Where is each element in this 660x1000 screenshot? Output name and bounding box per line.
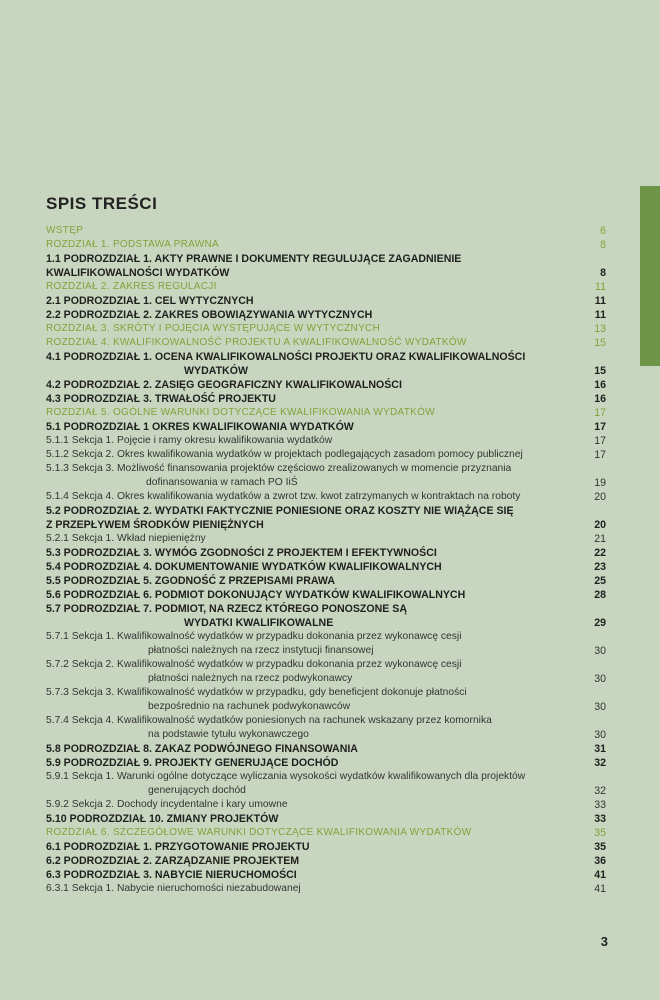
toc-entry-page: 11 (594, 309, 606, 321)
toc-entry-page: 30 (594, 729, 606, 741)
toc-entry-page: 11 (595, 281, 606, 293)
toc-entry-title: 5.5 PODROZDZIAŁ 5. ZGODNOŚĆ Z PRZEPISAMI PRAWA (46, 575, 335, 587)
toc-entry-title: KWALIFIKOWALNOŚCI WYDATKÓW (46, 267, 230, 279)
toc-entry[interactable] (46, 714, 606, 728)
toc-entry[interactable] (46, 672, 606, 686)
toc-entry-page: 22 (594, 547, 606, 559)
toc-entry-title: 5.7.3 Sekcja 3. Kwalifikowalność wydatków w przypadku, gdy beneficjent dokonuje płatności (46, 687, 467, 698)
toc-entry[interactable] (46, 854, 606, 868)
toc-entry-page: 32 (594, 785, 606, 797)
toc-entry-title: 5.1.3 Sekcja 3. Możliwość finansowania projektów częściowo zrealizowanych w momencie przyznania (46, 463, 512, 474)
toc-entry-title: 5.10 PODROZDZIAŁ 10. ZMIANY PROJEKTÓW (46, 813, 279, 825)
toc-entry[interactable] (46, 392, 606, 406)
toc-entry-title: 2.2 PODROZDZIAŁ 2. ZAKRES OBOWIĄZYWANIA WYTYCZNYCH (46, 309, 373, 321)
toc-entry[interactable] (46, 448, 606, 462)
toc-entry-page: 32 (594, 757, 606, 769)
toc-entry-page: 17 (594, 435, 606, 447)
toc-entry[interactable] (46, 252, 606, 266)
toc-entry-title: 5.6 PODROZDZIAŁ 6. PODMIOT DOKONUJĄCY WYDATKÓW KWALIFIKOWALNYCH (46, 589, 466, 601)
toc-entry[interactable] (46, 518, 606, 532)
toc-entry[interactable] (46, 546, 606, 560)
toc-entry-page: 30 (594, 673, 606, 685)
toc-entry-page: 17 (594, 449, 606, 461)
toc-entry-page: 13 (594, 323, 606, 335)
table-of-contents (46, 224, 606, 896)
toc-entry[interactable] (46, 504, 606, 518)
toc-entry-page: 41 (594, 869, 606, 881)
toc-entry[interactable] (46, 686, 606, 700)
toc-entry[interactable] (46, 294, 606, 308)
toc-entry-title: na podstawie tytułu wykonawczego (148, 729, 309, 740)
toc-entry-title: 6.1 PODROZDZIAŁ 1. PRZYGOTOWANIE PROJEKTU (46, 841, 310, 853)
toc-entry-title: 5.7.1 Sekcja 1. Kwalifikowalność wydatków w przypadku dokonania przez wykonawcę cesji (46, 631, 462, 642)
toc-entry-page: 20 (594, 491, 606, 503)
toc-entry-title: 4.3 PODROZDZIAŁ 3. TRWAŁOŚĆ PROJEKTU (46, 393, 276, 405)
toc-entry-page: 23 (594, 561, 606, 573)
toc-entry[interactable] (46, 742, 606, 756)
toc-entry[interactable] (46, 490, 606, 504)
toc-entry-page: 33 (594, 813, 606, 825)
toc-entry-page: 21 (594, 533, 606, 545)
toc-entry-page: 15 (594, 365, 606, 377)
toc-entry-page: 31 (594, 743, 606, 755)
toc-entry[interactable] (46, 364, 606, 378)
toc-entry-title: 5.2 PODROZDZIAŁ 2. WYDATKI FAKTYCZNIE PONIESIONE ORAZ KOSZTY NIE WIĄŻĄCE SIĘ (46, 505, 514, 517)
toc-entry-title: 5.9.1 Sekcja 1. Warunki ogólne dotyczące wyliczania wysokości wydatków kwalifikowanych dla projektów (46, 771, 526, 782)
toc-entry[interactable] (46, 798, 606, 812)
toc-entry-title: 5.4 PODROZDZIAŁ 4. DOKUMENTOWANIE WYDATKÓW KWALIFIKOWALNYCH (46, 561, 442, 573)
side-tab-marker (640, 186, 660, 366)
toc-entry-title: 5.2.1 Sekcja 1. Wkład niepieniężny (46, 533, 206, 544)
toc-entry[interactable] (46, 630, 606, 644)
toc-entry-title: 5.1 PODROZDZIAŁ 1 OKRES KWALIFIKOWANIA WYDATKÓW (46, 421, 354, 433)
toc-entry[interactable] (46, 868, 606, 882)
toc-entry-page: 11 (594, 295, 606, 307)
toc-entry[interactable] (46, 728, 606, 742)
toc-entry-title: ROZDZIAŁ 4. KWALIFIKOWALNOŚĆ PROJEKTU A KWALIFIKOWALNOŚĆ WYDATKÓW (46, 337, 467, 348)
toc-entry-title: ROZDZIAŁ 2. ZAKRES REGULACJI (46, 281, 217, 292)
toc-entry-title: 6.2 PODROZDZIAŁ 2. ZARZĄDZANIE PROJEKTEM (46, 855, 300, 867)
toc-entry[interactable] (46, 644, 606, 658)
toc-entry-page: 30 (594, 645, 606, 657)
toc-entry-title: 4.2 PODROZDZIAŁ 2. ZASIĘG GEOGRAFICZNY KWALIFIKOWALNOŚCI (46, 379, 402, 391)
toc-entry[interactable] (46, 770, 606, 784)
toc-entry-page: 16 (594, 393, 606, 405)
toc-entry[interactable] (46, 322, 606, 336)
toc-entry[interactable] (46, 616, 606, 630)
toc-entry-page: 28 (594, 589, 606, 601)
toc-entry[interactable] (46, 350, 606, 364)
toc-entry-page: 8 (600, 239, 606, 251)
toc-entry-page: 15 (594, 337, 606, 349)
toc-entry[interactable] (46, 406, 606, 420)
toc-entry-page: 41 (594, 883, 606, 895)
toc-entry[interactable] (46, 602, 606, 616)
toc-entry-title: generujących dochód (148, 785, 246, 796)
toc-entry[interactable] (46, 224, 606, 238)
toc-entry-page: 35 (594, 827, 606, 839)
toc-entry[interactable] (46, 840, 606, 854)
toc-entry[interactable] (46, 700, 606, 714)
toc-entry[interactable] (46, 308, 606, 322)
toc-entry-title: 5.1.1 Sekcja 1. Pojęcie i ramy okresu kwalifikowania wydatków (46, 435, 333, 446)
toc-entry[interactable] (46, 588, 606, 602)
toc-entry-page: 30 (594, 701, 606, 713)
toc-entry-title: Z PRZEPŁYWEM ŚRODKÓW PIENIĘŻNYCH (46, 519, 264, 531)
toc-entry-title: WYDATKÓW (184, 365, 248, 377)
toc-entry-page: 16 (594, 379, 606, 391)
toc-entry[interactable] (46, 756, 606, 770)
toc-entry-title: 4.1 PODROZDZIAŁ 1. OCENA KWALIFIKOWALNOŚCI PROJEKTU ORAZ KWALIFIKOWALNOŚCI (46, 351, 526, 363)
toc-entry[interactable] (46, 266, 606, 280)
toc-entry-title: 5.1.4 Sekcja 4. Okres kwalifikowania wydatków a zwrot tzw. kwot zatrzymanych w kontraktach na roboty (46, 491, 521, 502)
toc-entry-title: 5.1.2 Sekcja 2. Okres kwalifikowania wydatków w projektach podlegających zasadom pomocy publicznej (46, 449, 523, 460)
toc-entry-title: 5.9.2 Sekcja 2. Dochody incydentalne i kary umowne (46, 799, 288, 810)
toc-entry-page: 8 (600, 267, 606, 279)
toc-entry-page: 17 (594, 407, 606, 419)
toc-entry-title: płatności należnych na rzecz podwykonawcy (148, 673, 353, 684)
toc-entry[interactable] (46, 280, 606, 294)
toc-entry-title: 5.7.4 Sekcja 4. Kwalifikowalność wydatków poniesionych na rachunek wskazany przez komornika (46, 715, 492, 726)
toc-entry[interactable] (46, 336, 606, 350)
toc-entry-page: 25 (594, 575, 606, 587)
toc-entry[interactable] (46, 420, 606, 434)
toc-entry-page: 33 (594, 799, 606, 811)
toc-entry-title: ROZDZIAŁ 3. SKRÓTY I POJĘCIA WYSTĘPUJĄCE W WYTYCZNYCH (46, 323, 381, 334)
toc-entry-title: ROZDZIAŁ 5. OGÓLNE WARUNKI DOTYCZĄCE KWALIFIKOWANIA WYDATKÓW (46, 407, 435, 418)
toc-entry-title: 5.7 PODROZDZIAŁ 7. PODMIOT, NA RZECZ KTÓREGO PONOSZONE SĄ (46, 603, 407, 615)
toc-entry-title: 5.8 PODROZDZIAŁ 8. ZAKAZ PODWÓJNEGO FINANSOWANIA (46, 743, 358, 755)
page-title: SPIS TREŚCI (46, 194, 158, 213)
toc-entry-title: 2.1 PODROZDZIAŁ 1. CEL WYTYCZNYCH (46, 295, 254, 307)
toc-entry[interactable] (46, 812, 606, 826)
toc-entry[interactable] (46, 532, 606, 546)
toc-entry-title: WSTĘP (46, 225, 84, 236)
toc-entry-title: płatności należnych na rzecz instytucji finansowej (148, 645, 374, 656)
toc-entry-page: 17 (594, 421, 606, 433)
toc-entry[interactable] (46, 378, 606, 392)
toc-entry-page: 36 (594, 855, 606, 867)
toc-entry[interactable] (46, 434, 606, 448)
toc-entry-title: 6.3 PODROZDZIAŁ 3. NABYCIE NIERUCHOMOŚCI (46, 869, 297, 881)
toc-entry[interactable] (46, 658, 606, 672)
toc-entry[interactable] (46, 784, 606, 798)
toc-entry[interactable] (46, 560, 606, 574)
toc-entry-title: 6.3.1 Sekcja 1. Nabycie nieruchomości niezabudowanej (46, 883, 301, 894)
toc-entry[interactable] (46, 462, 606, 476)
toc-entry-title: 5.9 PODROZDZIAŁ 9. PROJEKTY GENERUJĄCE DOCHÓD (46, 757, 339, 769)
toc-entry-title: WYDATKI KWALIFIKOWALNE (184, 617, 334, 629)
toc-entry-title: 5.3 PODROZDZIAŁ 3. WYMÓG ZGODNOŚCI Z PROJEKTEM I EFEKTYWNOŚCI (46, 547, 437, 559)
toc-entry-title: 1.1 PODROZDZIAŁ 1. AKTY PRAWNE I DOKUMENTY REGULUJĄCE ZAGADNIENIE (46, 253, 462, 265)
toc-entry[interactable] (46, 574, 606, 588)
page-number: 3 (600, 934, 608, 949)
toc-entry-page: 19 (594, 477, 606, 489)
toc-entry[interactable] (46, 238, 606, 252)
toc-entry[interactable] (46, 476, 606, 490)
toc-entry-page: 35 (594, 841, 606, 853)
toc-entry-page: 20 (594, 519, 606, 531)
toc-entry-title: 5.7.2 Sekcja 2. Kwalifikowalność wydatków w przypadku dokonania przez wykonawcę cesji (46, 659, 462, 670)
toc-entry-page: 6 (600, 225, 606, 237)
toc-entry[interactable] (46, 826, 606, 840)
toc-entry-page: 29 (594, 617, 606, 629)
toc-entry-title: ROZDZIAŁ 6. SZCZEGÓŁOWE WARUNKI DOTYCZĄCE KWALIFIKOWANIA WYDATKÓW (46, 827, 472, 838)
toc-entry[interactable] (46, 882, 606, 896)
toc-entry-title: bezpośrednio na rachunek podwykonawców (148, 701, 351, 712)
toc-entry-title: dofinansowania w ramach PO IiŚ (146, 477, 298, 488)
toc-entry-title: ROZDZIAŁ 1. PODSTAWA PRAWNA (46, 239, 219, 250)
